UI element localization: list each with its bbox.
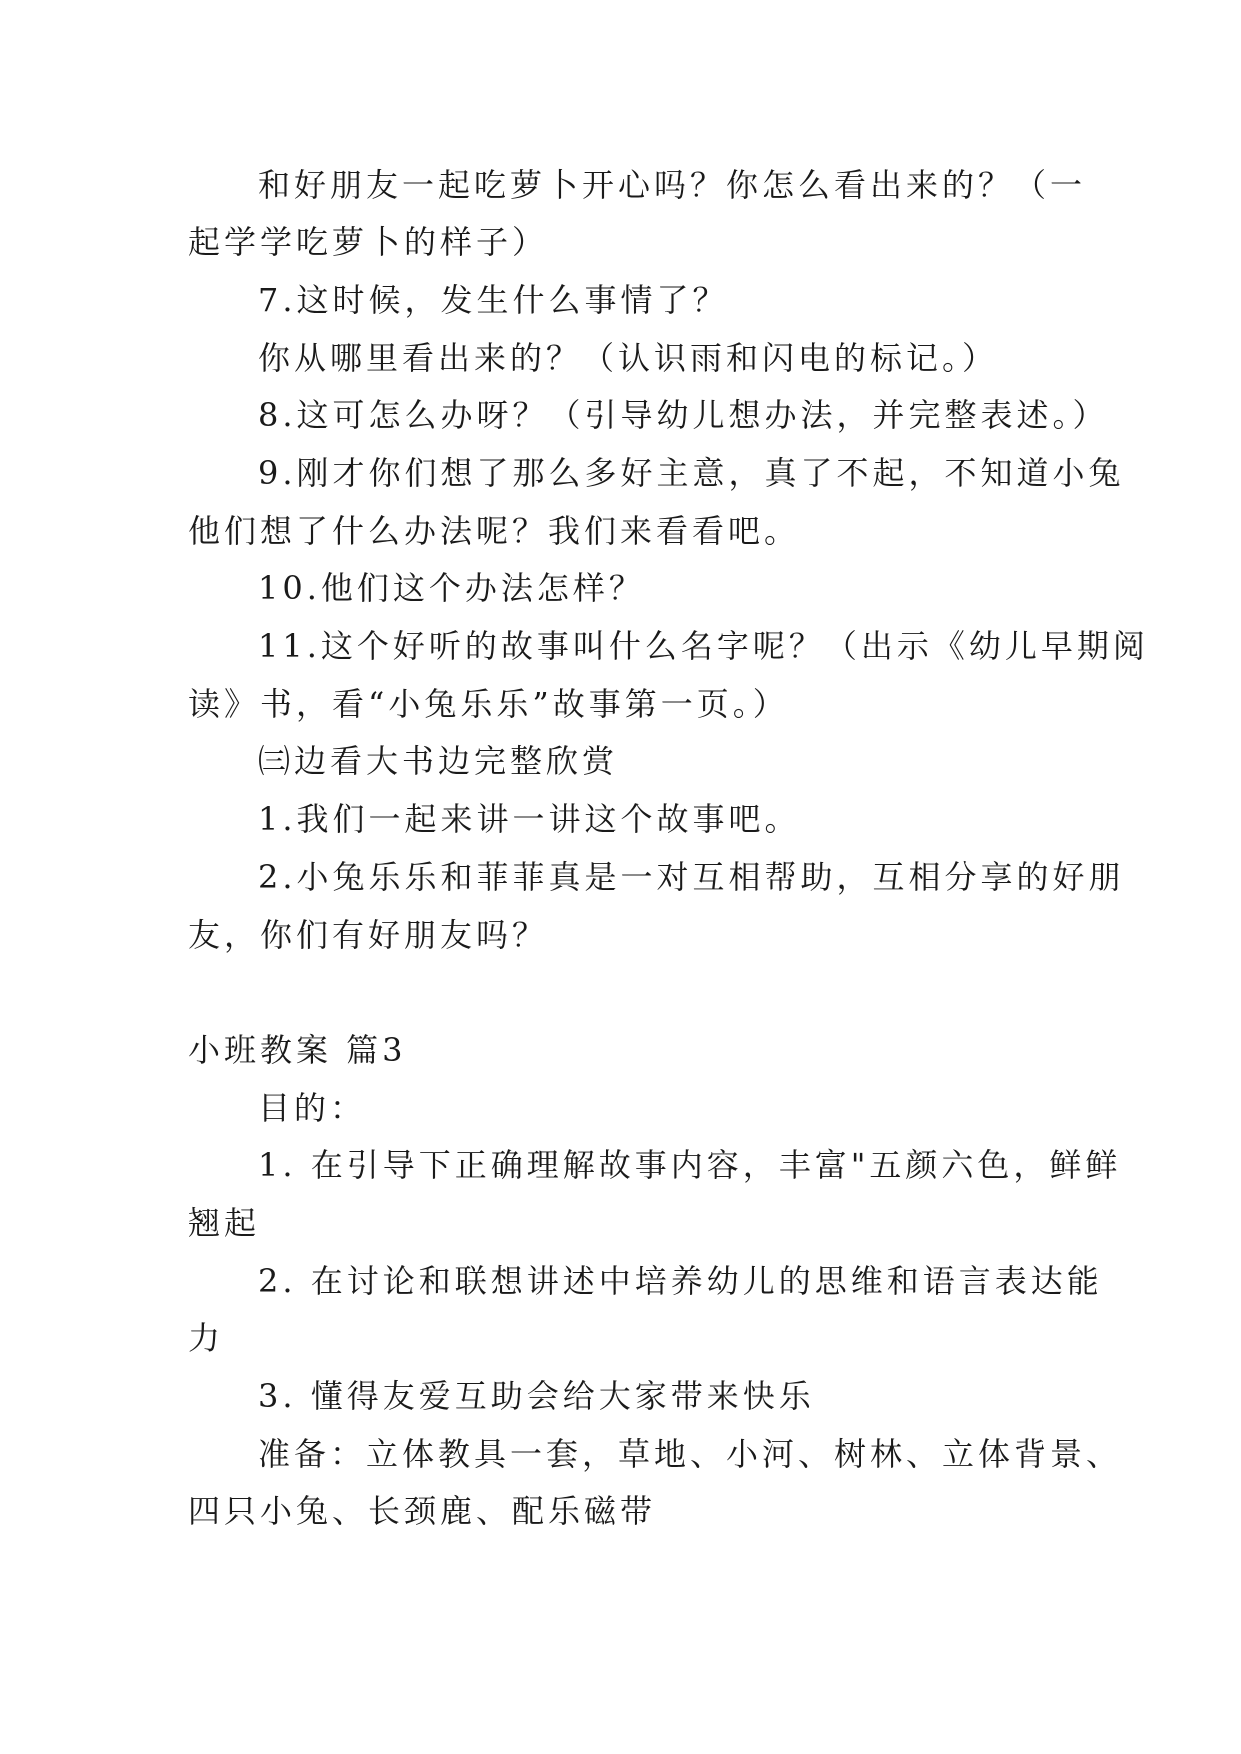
paragraph-line: 力 xyxy=(188,1319,225,1357)
paragraph-line: 准备：立体教具一套，草地、小河、树林、立体背景、 xyxy=(258,1435,1123,1473)
list-item: 3. 懂得友爱互助会给大家带来快乐 xyxy=(258,1377,815,1415)
paragraph-line: 读》书，看“小兔乐乐”故事第一页。） xyxy=(188,685,789,723)
paragraph-line: 9.刚才你们想了那么多好主意，真了不起，不知道小兔 xyxy=(258,454,1125,492)
paragraph-line: 7.这时候，发生什么事情了？ xyxy=(258,281,729,319)
section-heading: ㈢边看大书边完整欣赏 xyxy=(258,742,619,780)
paragraph-line: 你从哪里看出来的？（认识雨和闪电的标记。） xyxy=(258,339,999,377)
paragraph-line: 目的： xyxy=(258,1089,367,1127)
paragraph-line: 10.他们这个办法怎样？ xyxy=(258,569,645,607)
list-item: 2. 在讨论和联想讲述中培养幼儿的思维和语言表达能 xyxy=(258,1262,1103,1300)
paragraph-line: 翘起 xyxy=(188,1204,261,1242)
paragraph-line: 他们想了什么办法呢？我们来看看吧。 xyxy=(188,512,801,550)
paragraph-line: 2.小兔乐乐和菲菲真是一对互相帮助，互相分享的好朋 xyxy=(258,858,1125,896)
section-title: 小班教案 篇3 xyxy=(188,1031,407,1069)
paragraph-line: 1.我们一起来讲一讲这个故事吧。 xyxy=(258,800,801,838)
paragraph-line: 起学学吃萝卜的样子） xyxy=(188,223,549,261)
paragraph-line: 8.这可怎么办呀？（引导幼儿想办法，并完整表述。） xyxy=(258,396,1109,434)
paragraph-line: 11.这个好听的故事叫什么名字呢？（出示《幼儿早期阅 xyxy=(258,627,1149,665)
list-item: 1. 在引导下正确理解故事内容，丰富"五颜六色，鲜鲜 xyxy=(258,1146,1122,1184)
paragraph-line: 四只小兔、长颈鹿、配乐磁带 xyxy=(188,1492,657,1530)
paragraph-line: 和好朋友一起吃萝卜开心吗？你怎么看出来的？（一 xyxy=(258,166,1087,204)
paragraph-line: 友，你们有好朋友吗？ xyxy=(188,916,549,954)
